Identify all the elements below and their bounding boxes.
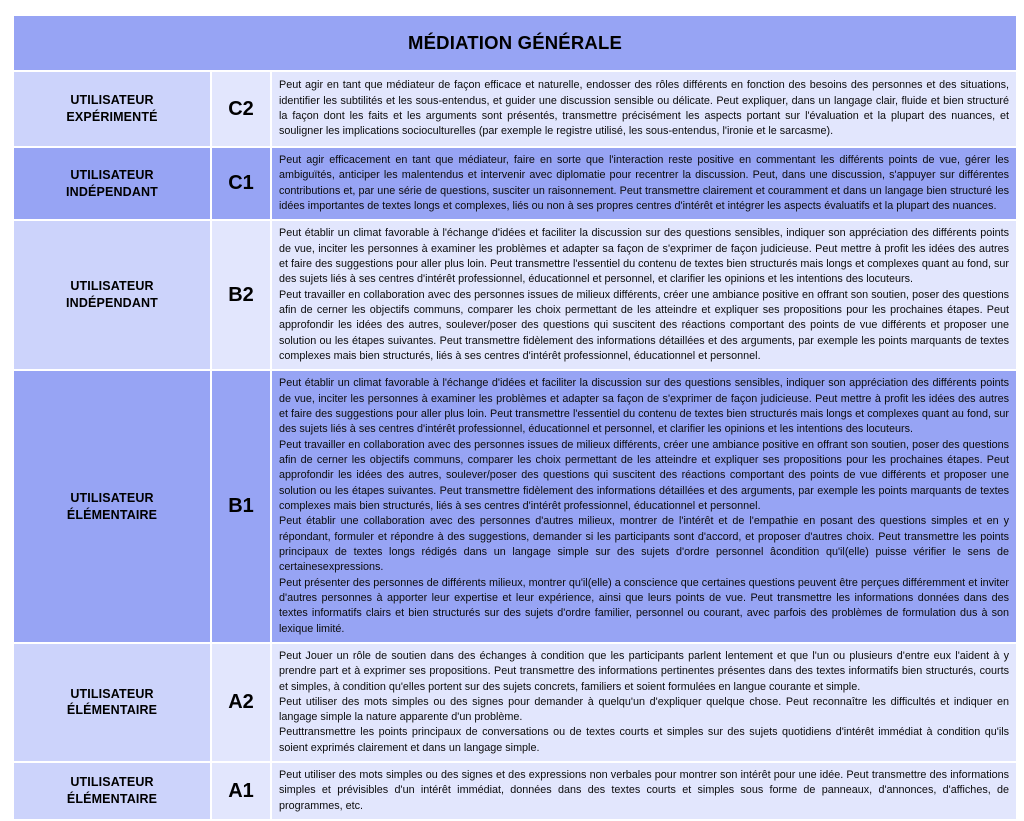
descriptor-paragraph: Peut agir efficacement en tant que médiateur, faire en sorte que l'interaction reste positive en commentant les différents points de vue, gérer les ambiguïtés, anticiper les malentendus et intervenir avec diplomatie pour recentrer la discussion. Peut, dans une discussion, s'appuyer sur différentes contributions et, par une série de questions, susciter un raisonnement. Peut transmettre clairement et couramment et dans un langage bien structuré les idées importantes de textes longs et complexes, liés ou non à ses propres centres d'intérêt et intégrer les aspects évaluatifs et la plupart des nuances. — [279, 154, 1010, 212]
user-type-cell-c2 — [14, 72, 210, 146]
descriptor-cell-b2 — [272, 221, 1016, 369]
descriptor-paragraph: Peut présenter des personnes de différents milieux, montrer qu'il(elle) a conscience que certaines questions peuvent être perçues différemment et inviter d'autres personnes à apporter leur expertise et leur expérience, ainsi que leurs points de vue. Peut transmettre les informations données dans des textes informatifs clairs et bien structurés sur des sujets d'ordre familier, personnel ou courant, avec parfois des problèmes de formulation dus à son lexique limité. — [279, 576, 1010, 635]
level-cell-a1: A1 — [212, 763, 270, 819]
user-type-line-1: UTILISATEUR — [70, 279, 154, 294]
table-row — [14, 148, 1016, 219]
descriptor-paragraph: Peuttransmettre les points principaux de conversations ou de textes courts et simples sur des sujets quotidiens d'intérêt immédiat à condition qu'ils soient exprimés clairement et dans un langage simple. — [279, 726, 1010, 754]
level-cell-a2: A2 — [212, 644, 270, 761]
user-type-line-1: UTILISATEUR — [70, 93, 154, 108]
descriptor-paragraph: Peut utiliser des mots simples ou des signes pour demander à quelqu'un d'expliquer quelque chose. Peut reconnaître les difficultés et indiquer en langage simple la nature apparente d'un problème. — [279, 695, 1010, 724]
user-type-cell-b2 — [14, 221, 210, 369]
level-cell-b1: B1 — [212, 371, 270, 642]
descriptor-cell-c1 — [272, 148, 1016, 219]
descriptor-cell-b1 — [272, 371, 1016, 642]
level-cell-c2: C2 — [212, 72, 270, 146]
table-row — [14, 371, 1016, 642]
descriptor-cell-a2 — [272, 644, 1016, 761]
descriptor-paragraph: Peut Jouer un rôle de soutien dans des échanges à condition que les participants parlent lentement et que l'un ou plusieurs d'entre eux l'aident à y prendre part et à exprimer ses propositions. Peut transmettre des informations pertinentes présentes dans des textes informatifs bien structurés, courts et simples, à condition qu'elles portent sur des sujets concrets, familiers et soient formulées en langue courante et simple. — [279, 649, 1010, 693]
table-row — [14, 221, 1016, 369]
table-title-row — [14, 16, 1016, 70]
descriptor-cell-a1 — [272, 763, 1016, 819]
table-row — [14, 72, 1016, 146]
descriptor-cell-c2 — [272, 72, 1016, 146]
descriptor-paragraph: Peut établir une collaboration avec des personnes d'autres milieux, montrer de l'intérêt et de l'empathie en posant des questions simples et en y répondant, formuler et répondre à des suggestions, demander si les participants sont d'accord, et proposer d'autres choix. Peut transmettre les points principaux de textes longs rédigés dans un langage simple sur des sujets d'ordre personnel âcondition qu'il(elle) puisse vérifier le sens de certainesexpressions. — [279, 515, 1010, 574]
descriptor-paragraph: Peut utiliser des mots simples ou des signes et des expressions non verbales pour montrer son intérêt pour une idée. Peut transmettre des informations simples et prévisibles d'un intérêt immédiat, données dans des textes courts et simples sous forme de panneaux, d'annonces, d'affiches, de programmes, etc. — [279, 769, 1010, 812]
user-type-line-1: UTILISATEUR — [70, 775, 154, 790]
page-title: MÉDIATION GÉNÉRALE — [14, 16, 1016, 70]
level-cell-c1: C1 — [212, 148, 270, 219]
user-type-line-1: UTILISATEUR — [70, 686, 154, 701]
descriptor-paragraph: Peut agir en tant que médiateur de façon efficace et naturelle, endosser des rôles différents en fonction des besoins des personnes et des situations, identifier les subtilités et les sous-entendus, et guider une discussion sensible ou délicate. Peut expliquer, dans un langage clair, fluide et bien structuré la façon dont les faits et les arguments sont présentés, transmettre précisément les aspects portant sur l'évaluation et la plupart des nuances, et souligner les implications socioculturelles (par exemple le registre utilisé, les sous-entendus, l'ironie et le sarcasme). — [279, 79, 1010, 138]
user-type-line-2: EXPÉRIMENTÉ — [66, 110, 158, 124]
user-type-line-2: ÉLÉMENTAIRE — [66, 507, 158, 522]
user-type-line-2: ÉLÉMENTAIRE — [66, 792, 158, 807]
table-row — [14, 763, 1016, 819]
descriptor-paragraph: Peut travailler en collaboration avec des personnes issues de milieux différents, créer une ambiance positive en offrant son soutien, poser des questions afin de cerner les objectifs communs, comparer les choix permettant de les atteindre et expliquer ses propositions pour les prochaines étapes. Peut approfondir les idées des autres, soulever/poser des questions qui suscitent des réactions comportant des points de vue différents et proposer une solution ou les étapes suivantes. Peut transmettre fidèlement des informations détaillées et des arguments, par exemple les points marquants de textes complexes mais bien structurés, liés à ses centres d'intérêt professionnel, éducationnel et personnel. — [279, 438, 1010, 512]
user-type-cell-a1 — [14, 763, 210, 819]
table-row — [14, 644, 1016, 761]
user-type-cell-b1 — [14, 371, 210, 642]
descriptor-paragraph: Peut établir un climat favorable à l'échange d'idées et faciliter la discussion sur des questions sensibles, indiquer son appréciation des différents points de vue, inciter les personnes à examiner les problèmes et adapter sa façon de s'exprimer de façon judicieuse. Peut mettre à profit les idées des autres et faire des suggestions pour aller plus loin. Peut transmettre l'essentiel du contenu de textes bien structurés mais longs et complexes quant au fond, sur des sujets liés à ses centres d'intérêt professionnel, éducationnel et personnel, et clarifier les opinions et les intentions des locuteurs. — [279, 377, 1010, 436]
user-type-line-1: UTILISATEUR — [70, 167, 154, 182]
user-type-cell-c1 — [14, 148, 210, 219]
mediation-generale-table — [12, 14, 1018, 821]
descriptor-paragraph: Peut établir un climat favorable à l'échange d'idées et faciliter la discussion sur des questions sensibles, indiquer son appréciation des différents points de vue, inciter les personnes à examiner les problèmes et adapter sa façon de s'exprimer de façon judicieuse. Peut mettre à profit les idées des autres et faire des suggestions pour aller plus loin. Peut transmettre l'essentiel du contenu de textes bien structurés mais longs et complexes quant au fond, sur des sujets liés à ses centres d'intérêt professionnel, éducationnel et personnel, et clarifier les opinions et les intentions des locuteurs. — [279, 227, 1010, 286]
user-type-line-2: INDÉPENDANT — [66, 296, 158, 311]
user-type-cell-a2 — [14, 644, 210, 761]
level-cell-b2: B2 — [212, 221, 270, 369]
user-type-line-2: ÉLÉMENTAIRE — [66, 703, 158, 718]
descriptor-paragraph: Peut travailler en collaboration avec des personnes issues de milieux différents, créer une ambiance positive en offrant son soutien, poser des questions afin de cerner les objectifs communs, comparer les choix permettant de les atteindre et expliquer ses propositions pour les prochaines étapes. Peut approfondir les idées des autres, soulever/poser des questions qui suscitent des réactions comportant des points de vue différents et proposer une solution ou les étapes suivantes. Peut transmettre fidèlement des informations détaillées et des arguments, par exemple les points marquants de textes complexes mais bien structurés, liés à ses centres d'intérêt professionnel, éducationnel et personnel. — [279, 288, 1010, 362]
user-type-line-1: UTILISATEUR — [70, 490, 154, 505]
user-type-line-2: INDÉPENDANT — [66, 184, 158, 199]
table-body — [14, 16, 1016, 819]
